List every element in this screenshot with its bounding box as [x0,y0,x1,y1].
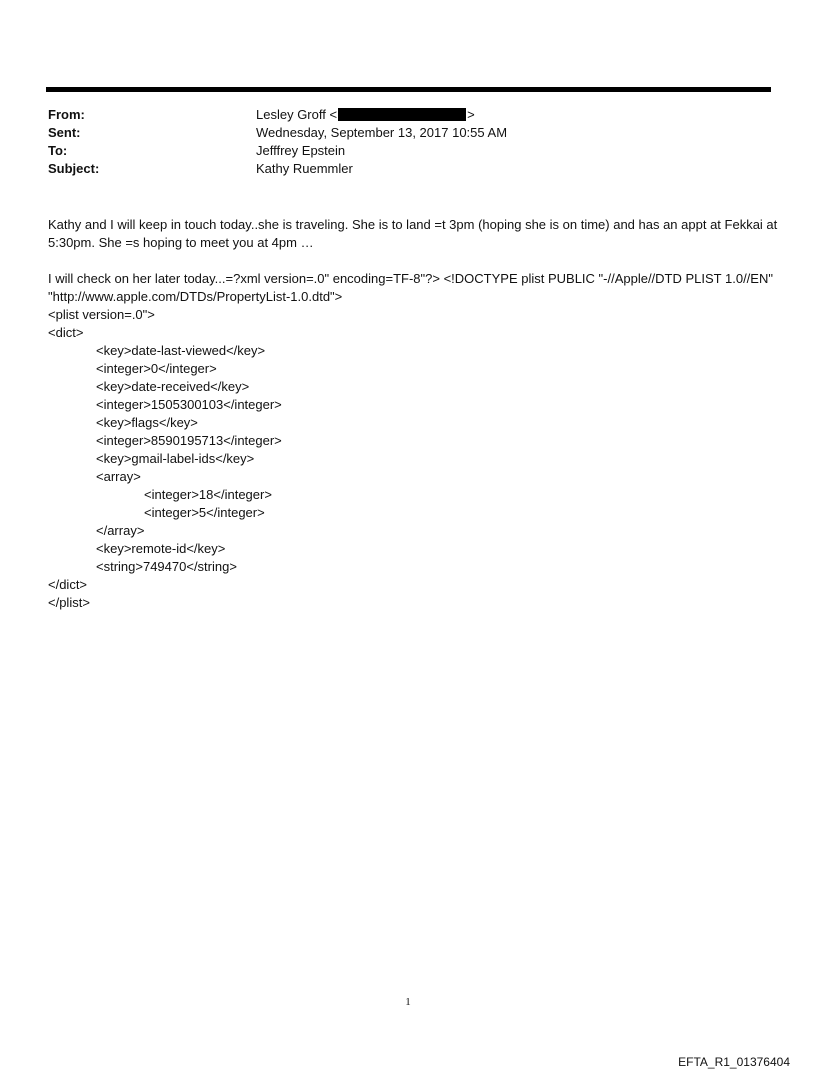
email-header [48,106,768,178]
plist-line: <array> [96,469,141,484]
plist-line: <integer>1505300103</integer> [96,397,282,412]
plist-line: <string>749470</string> [96,559,237,574]
page-number: 1 [405,996,411,1008]
body-paragraph-2: I will check on her later today...=?xml version=.0" encoding=TF-8"?> <!DOCTYPE plist PUBLIC "-//Apple//DTD PLIST 1.0//EN" "http://www.apple.com/DTDs/PropertyList-1.0.dtd"> [48,271,773,304]
plist-line: <integer>8590195713</integer> [96,433,282,448]
plist-open-line: <plist version=.0"> [48,307,155,322]
sent-row [48,124,768,142]
from-value [256,106,475,124]
to-value: Jefffrey Epstein [256,143,346,158]
header-rule [46,87,771,92]
bates-number: EFTA_R1_01376404 [678,1055,790,1069]
plist-line: <key>gmail-label-ids</key> [96,451,255,466]
plist-line: <key>flags</key> [96,415,198,430]
from-row [48,106,768,124]
plist-line: <key>date-last-viewed</key> [96,343,266,358]
from-name: Lesley Groff < [256,107,338,122]
plist-close-line: </plist> [48,595,90,610]
plist-line: <integer>0</integer> [96,361,217,376]
subject-row [48,160,768,178]
plist-line: <key>remote-id</key> [96,541,226,556]
dict-open-line: <dict> [48,325,84,340]
plist-line: </array> [96,523,145,538]
plist-line: <key>date-received</key> [96,379,250,394]
email-body [48,216,778,612]
subject-label: Subject: [48,161,100,176]
from-label: From: [48,107,85,122]
plist-line: <integer>18</integer> [144,487,272,502]
sent-label: Sent: [48,125,81,140]
from-close: > [467,107,475,122]
to-label: To: [48,143,68,158]
dict-close-line: </dict> [48,577,88,592]
body-paragraph-1: Kathy and I will keep in touch today..she is traveling. She is to land =t 3pm (hoping she is on time) and has an appt at Fekkai at 5:30pm. She =s hoping to meet you at 4pm … [48,217,778,250]
redaction-box [338,108,466,121]
sent-value: Wednesday, September 13, 2017 10:55 AM [256,125,508,140]
subject-value: Kathy Ruemmler [256,161,353,176]
plist-block [48,306,778,612]
plist-line: <integer>5</integer> [144,505,265,520]
to-row [48,142,768,160]
